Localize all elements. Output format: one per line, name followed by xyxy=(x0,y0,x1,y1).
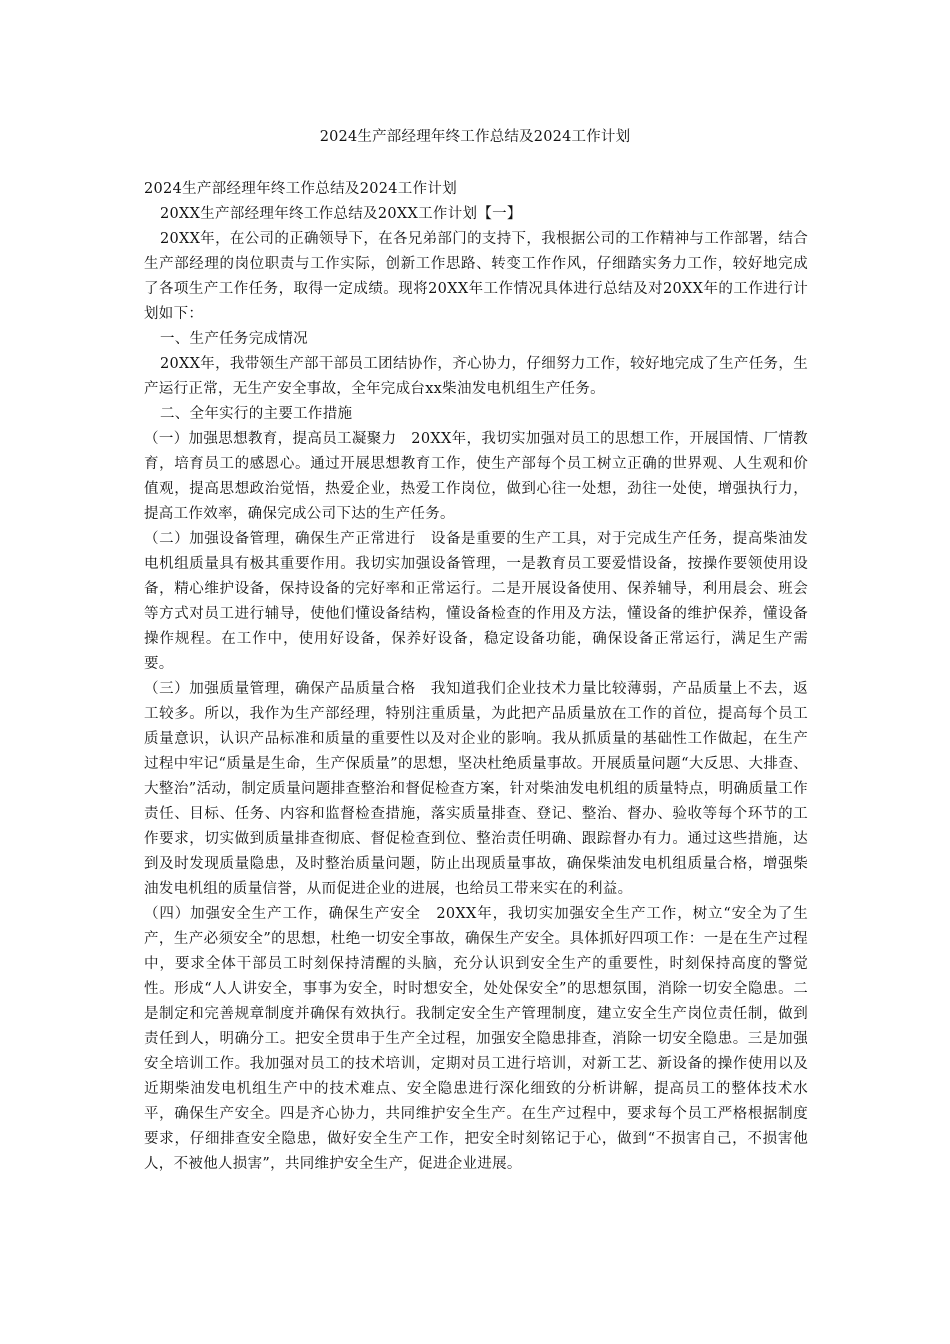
section-heading-2: 二、全年实行的主要工作措施 xyxy=(159,406,353,422)
document-heading: 2024生产部经理年终工作总结及2024工作计划 xyxy=(144,181,458,197)
paragraph-intro: 20XX年，在公司的正确领导下，在各兄弟部门的支持下，我根据公司的工作精神与工作部署，结合生产部经理的岗位职责与工作实际，创新工作思路、转变工作作风，仔细踏实务力工作，较好地完成了各项生产工作任务，取得一定成绩。现将20XX年工作情况具体进行总结及对20XX年的工作进行计划如下： xyxy=(144,231,808,322)
page-title: 2024生产部经理年终工作总结及2024工作计划 xyxy=(319,129,631,145)
paragraph-measure-2: （二）加强设备管理，确保生产正常进行 设备是重要的生产工具，对于完成生产任务，提高柴油发电机组质量具有极其重要作用。我切实加强设备管理，一是教育员工要爱惜设备，按操作要领使用设备，精心维护设备，保持设备的完好率和正常运行。二是开展设备使用、保养辅导，利用晨会、班会等方式对员工进行辅导，使他们懂设备结构，懂设备检查的作用及方法，懂设备的维护保养，懂设备操作规程。在工作中，使用好设备，保养好设备，稳定设备功能，确保设备正常运行，满足生产需要。 xyxy=(144,531,808,672)
paragraph-measure-1: （一）加强思想教育，提高员工凝聚力 20XX年，我切实加强对员工的思想工作，开展国情、厂情教育，培育员工的感恩心。通过开展思想教育工作，使生产部每个员工树立正确的世界观、人生观和价值观，提高思想政治觉悟，热爱企业，热爱工作岗位，做到心往一处想，劲往一处使，增强执行力，提高工作效率，确保完成公司下达的生产任务。 xyxy=(144,431,808,522)
paragraph-production-tasks: 20XX年，我带领生产部干部员工团结协作，齐心协力，仔细努力工作，较好地完成了生产任务，生产运行正常，无生产安全事故，全年完成台xx柴油发电机组生产任务。 xyxy=(144,356,808,397)
paragraph-measure-4: （四）加强安全生产工作，确保生产安全 20XX年，我切实加强安全生产工作，树立“安全为了生产，生产必须安全”的思想，杜绝一切安全事故，确保生产安全。具体抓好四项工作：一是在生产过程中，要求全体干部员工时刻保持清醒的头脑，充分认识到安全生产的重要性，时刻保持高度的警觉性。形成“人人讲安全，事事为安全，时时想安全，处处保安全”的思想氛围，消除一切安全隐患。二是制定和完善规章制度并确保有效执行。我制定安全生产管理制度，建立安全生产岗位责任制，做到责任到人，明确分工。把安全贯串于生产全过程，加强安全隐患排查，消除一切安全隐患。三是加强安全培训工作。我加强对员工的技术培训，定期对员工进行培训，对新工艺、新设备的操作使用以及近期柴油发电机组生产中的技术难点、安全隐患进行深化细致的分析讲解，提高员工的整体技术水平，确保生产安全。四是齐心协力，共同维护安全生产。在生产过程中，要求每个员工严格根据制度要求，仔细排查安全隐患，做好安全生产工作，把安全时刻铭记于心，做到“不损害自己，不损害他人，不被他人损害”，共同维护安全生产，促进企业进展。 xyxy=(144,906,808,1172)
document-subheading: 20XX生产部经理年终工作总结及20XX工作计划【一】 xyxy=(159,206,522,222)
document-body xyxy=(144,177,808,1177)
paragraph-measure-3: （三）加强质量管理，确保产品质量合格 我知道我们企业技术力量比较薄弱，产品质量上不去，返工较多。所以，我作为生产部经理，特别注重质量，为此把产品质量放在工作的首位，提高每个员工质量意识，认识产品标准和质量的重要性以及对企业的影响。我从抓质量的基础性工作做起，在生产过程中牢记“质量是生命，生产保质量”的思想，坚决杜绝质量事故。开展质量问题“大反思、大排查、大整治”活动，制定质量问题排查整治和督促检查方案，针对柴油发电机组的质量特点，明确质量工作责任、目标、任务、内容和监督检查措施，落实质量排查、登记、整治、督办、验收等每个环节的工作要求，切实做到质量排查彻底、督促检查到位、整治责任明确、跟踪督办有力。通过这些措施，达到及时发现质量隐患，及时整治质量问题，防止出现质量事故，确保柴油发电机组质量合格，增强柴油发电机组的质量信誉，从而促进企业的进展，也给员工带来实在的利益。 xyxy=(144,681,808,897)
section-heading-1: 一、生产任务完成情况 xyxy=(159,331,308,347)
